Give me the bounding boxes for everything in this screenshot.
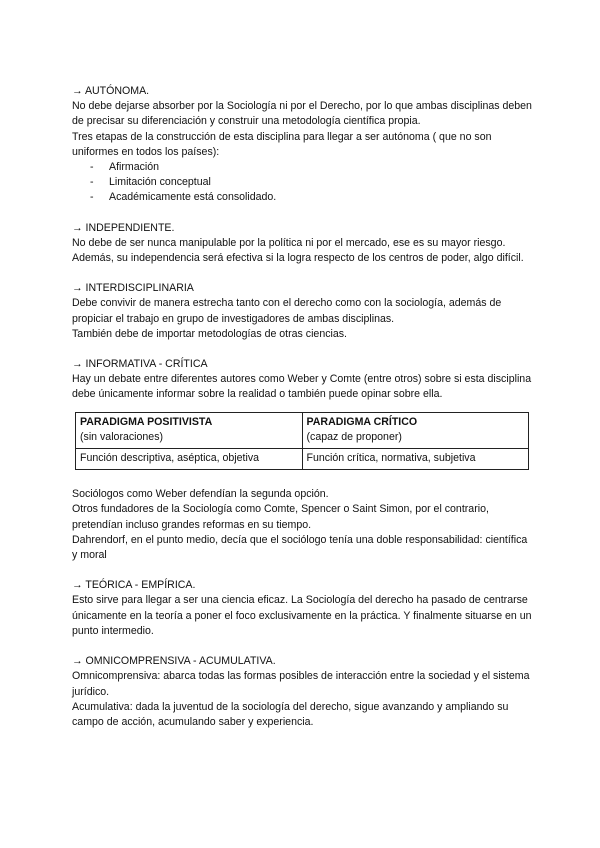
section-heading: → OMNICOMPRENSIVA - ACUMULATIVA.: [72, 655, 276, 668]
section-heading: → INFORMATIVA - CRÍTICA: [72, 358, 208, 371]
paragraph: No debe dejarse absorber por la Sociología ni por el Derecho, por lo que ambas disciplinas deben de precisar su diferenciación y construir una metodología científica propia.: [72, 100, 532, 128]
table-row: [76, 412, 529, 448]
positivista-title: PARADIGMA POSITIVISTA: [80, 415, 213, 428]
critico-subtitle: (capaz de proponer): [306, 430, 402, 443]
section-heading: → TEÓRICA - EMPÍRICA.: [72, 579, 196, 592]
paragraph: Hay un debate entre diferentes autores como Weber y Comte (entre otros) sobre si esta disciplina debe únicamente informar sobre la realidad o también puede opinar sobre ella.: [72, 373, 532, 401]
list-item: - Académicamente está consolidado.: [72, 190, 534, 205]
document-content: [72, 84, 534, 745]
paradigms-table: [75, 412, 529, 471]
table-row: [76, 449, 529, 470]
paragraph: Esto sirve para llegar a ser una ciencia eficaz. La Sociología del derecho ha pasado de centrarse únicamente en la teoría a poner el foco exclusivamente en la práctica. Y finalmente situarse en un punto intermedio.: [72, 594, 532, 637]
section-autonoma: [72, 84, 534, 206]
paragraph: Debe convivir de manera estrecha tanto con el derecho como con la sociología, además de propiciar el trabajo en grupo de investigadores de ambas disciplinas.: [72, 297, 502, 325]
paragraph: No debe de ser nunca manipulable por la política ni por el mercado, ese es su mayor riesgo. Además, su independencia será efectiva si la logra respecto de los centros de poder, algo difícil.: [72, 236, 524, 265]
list-item: - Afirmación: [72, 160, 534, 175]
list-item: - Limitación conceptual: [72, 175, 534, 190]
paragraph: Dahrendorf, en el punto medio, decía que el sociólogo tenía una doble responsabilidad: científica y moral: [72, 533, 528, 562]
section-omnicomprensiva: [72, 654, 534, 730]
positivista-subtitle: (sin valoraciones): [80, 430, 164, 443]
section-informativa: [72, 357, 534, 563]
section-teorica: [72, 578, 534, 639]
table-cell: [302, 412, 529, 448]
section-heading: → INTERDISCIPLINARIA: [72, 282, 194, 295]
paragraph: Sociólogos como Weber defendían la segunda opción.: [72, 488, 329, 501]
section-heading: → AUTÓNOMA.: [72, 85, 150, 97]
section-independiente: [72, 221, 534, 267]
table-cell: [76, 412, 303, 448]
section-heading: → INDEPENDIENTE.: [72, 221, 175, 234]
stages-list: [72, 160, 534, 206]
paragraph: Otros fundadores de la Sociología como Comte, Spencer o Saint Simon, por el contrario, pretendían incluso grandes reformas en su tiempo.: [72, 503, 489, 531]
paragraph: Tres etapas de la construcción de esta disciplina para llegar a ser autónoma ( que no son uniformes en todos los países):: [72, 130, 492, 158]
paragraph: También debe de importar metodologías de otras ciencias.: [72, 327, 348, 340]
paragraph: Acumulativa: dada la juventud de la sociología del derecho, sigue avanzando y ampliando su campo de acción, acumulando saber y experiencia.: [72, 700, 509, 728]
paragraph: Omnicomprensiva: abarca todas las formas posibles de interacción entre la sociedad y el sistema jurídico.: [72, 670, 530, 698]
section-interdisciplinaria: [72, 281, 534, 342]
table-cell: Función descriptiva, aséptica, objetiva: [76, 449, 303, 470]
table-cell: Función crítica, normativa, subjetiva: [302, 449, 529, 470]
critico-title: PARADIGMA CRÍTICO: [306, 415, 418, 428]
